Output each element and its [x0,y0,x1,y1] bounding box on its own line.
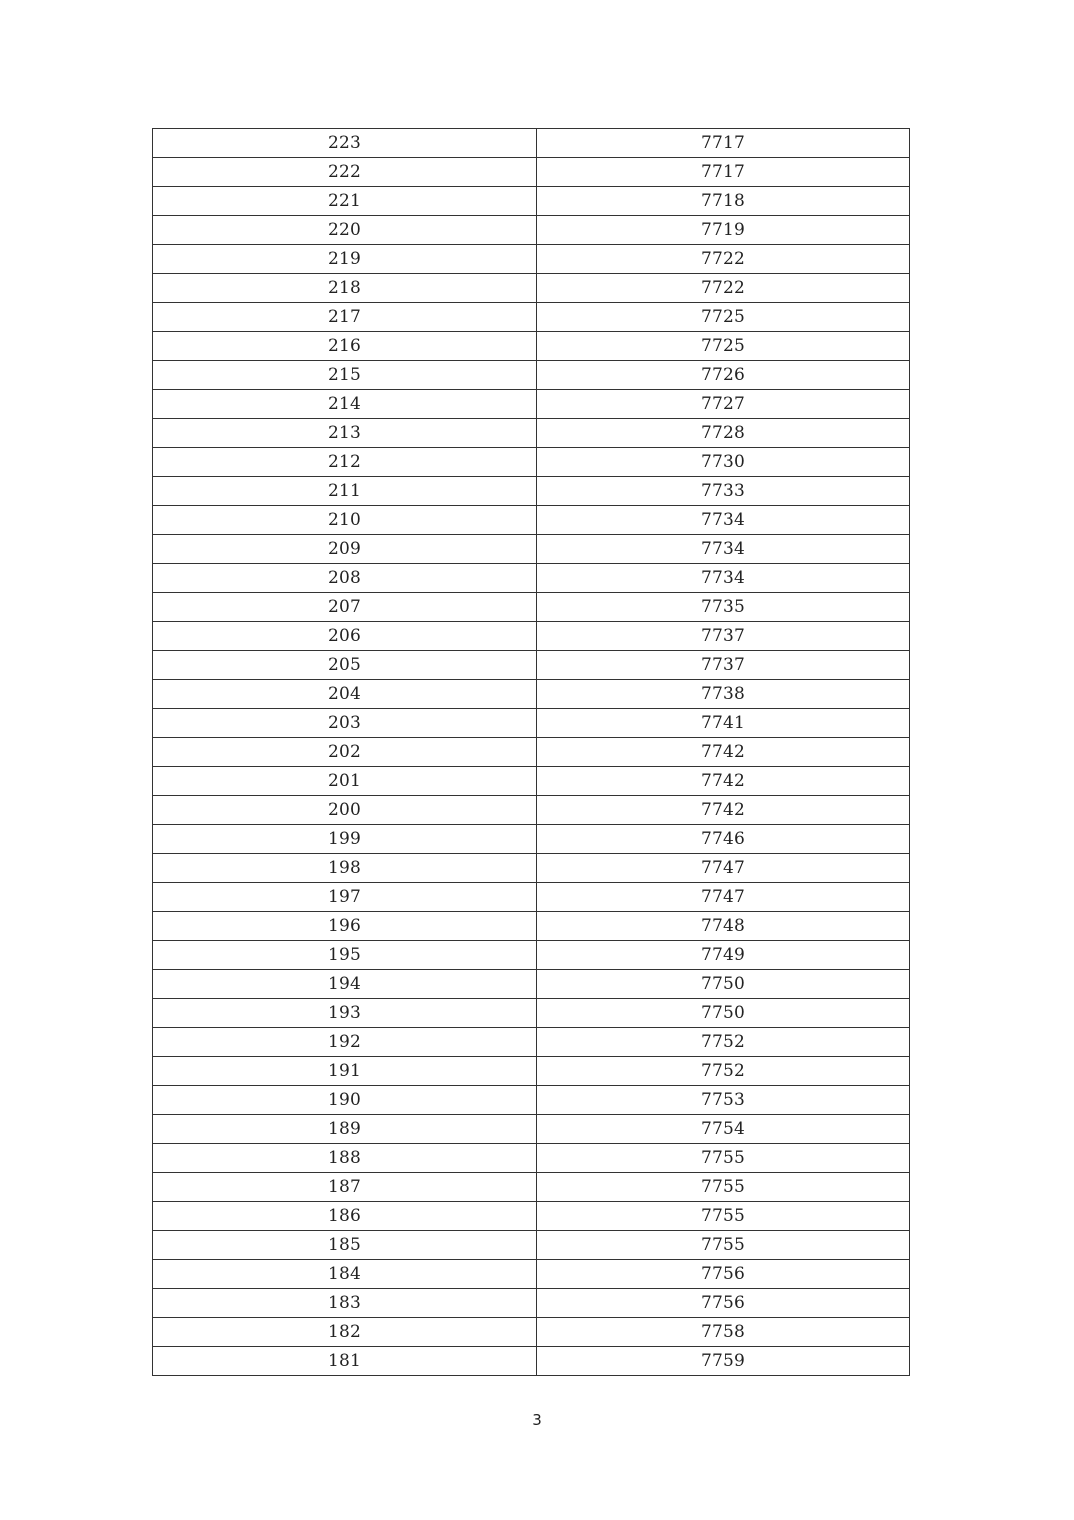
rank-cell: 7734 [537,564,910,593]
table-row [153,593,910,622]
score-cell: 214 [153,390,537,419]
table-row [153,796,910,825]
table-row [153,1144,910,1173]
table-row [153,506,910,535]
table-row [153,1057,910,1086]
table-row [153,651,910,680]
rank-cell: 7726 [537,361,910,390]
score-cell: 212 [153,448,537,477]
table-row [153,1086,910,1115]
rank-cell: 7756 [537,1289,910,1318]
table-row [153,1202,910,1231]
table-row [153,303,910,332]
table-row [153,999,910,1028]
rank-cell: 7750 [537,999,910,1028]
rank-cell: 7717 [537,158,910,187]
score-cell: 192 [153,1028,537,1057]
table-row [153,361,910,390]
rank-cell: 7738 [537,680,910,709]
rank-cell: 7752 [537,1028,910,1057]
score-cell: 202 [153,738,537,767]
rank-cell: 7734 [537,535,910,564]
rank-cell: 7748 [537,912,910,941]
rank-cell: 7752 [537,1057,910,1086]
table-row [153,912,910,941]
rank-cell: 7722 [537,245,910,274]
score-cell: 185 [153,1231,537,1260]
table-row [153,709,910,738]
table-row [153,564,910,593]
table-row [153,1289,910,1318]
score-cell: 198 [153,854,537,883]
score-cell: 197 [153,883,537,912]
score-cell: 191 [153,1057,537,1086]
score-cell: 203 [153,709,537,738]
score-cell: 184 [153,1260,537,1289]
score-cell: 204 [153,680,537,709]
table-row [153,1231,910,1260]
table-row [153,477,910,506]
score-cell: 196 [153,912,537,941]
rank-cell: 7718 [537,187,910,216]
score-cell: 205 [153,651,537,680]
rank-cell: 7734 [537,506,910,535]
table-row [153,767,910,796]
score-cell: 186 [153,1202,537,1231]
rank-cell: 7759 [537,1347,910,1376]
rank-cell: 7742 [537,796,910,825]
score-cell: 213 [153,419,537,448]
score-cell: 200 [153,796,537,825]
score-rank-table [152,128,910,1376]
score-cell: 210 [153,506,537,535]
score-cell: 220 [153,216,537,245]
table-row [153,680,910,709]
table-row [153,187,910,216]
table-row [153,535,910,564]
score-cell: 190 [153,1086,537,1115]
table-row [153,448,910,477]
rank-cell: 7725 [537,303,910,332]
score-cell: 193 [153,999,537,1028]
score-cell: 217 [153,303,537,332]
rank-cell: 7735 [537,593,910,622]
score-cell: 209 [153,535,537,564]
score-cell: 194 [153,970,537,999]
score-cell: 221 [153,187,537,216]
rank-cell: 7737 [537,622,910,651]
rank-cell: 7747 [537,854,910,883]
score-cell: 219 [153,245,537,274]
table-row [153,854,910,883]
rank-cell: 7730 [537,448,910,477]
table-row [153,1173,910,1202]
score-cell: 218 [153,274,537,303]
table-row [153,883,910,912]
score-cell: 216 [153,332,537,361]
rank-cell: 7750 [537,970,910,999]
rank-cell: 7755 [537,1202,910,1231]
rank-cell: 7756 [537,1260,910,1289]
rank-cell: 7742 [537,738,910,767]
table-row [153,158,910,187]
table-row [153,1318,910,1347]
rank-cell: 7755 [537,1173,910,1202]
table-row [153,1115,910,1144]
score-cell: 201 [153,767,537,796]
rank-cell: 7717 [537,129,910,158]
rank-cell: 7722 [537,274,910,303]
table-row [153,245,910,274]
score-cell: 199 [153,825,537,854]
score-cell: 206 [153,622,537,651]
table-row [153,825,910,854]
table-row [153,622,910,651]
rank-cell: 7755 [537,1144,910,1173]
table-row [153,274,910,303]
rank-cell: 7728 [537,419,910,448]
score-cell: 187 [153,1173,537,1202]
score-cell: 188 [153,1144,537,1173]
table-row [153,216,910,245]
table-row [153,941,910,970]
page-number: 3 [532,1411,542,1429]
rank-cell: 7755 [537,1231,910,1260]
rank-cell: 7758 [537,1318,910,1347]
rank-cell: 7749 [537,941,910,970]
score-cell: 207 [153,593,537,622]
table-row [153,419,910,448]
score-cell: 183 [153,1289,537,1318]
score-cell: 189 [153,1115,537,1144]
rank-cell: 7754 [537,1115,910,1144]
score-cell: 222 [153,158,537,187]
rank-cell: 7741 [537,709,910,738]
table-row [153,738,910,767]
table-row [153,390,910,419]
table-body [153,129,910,1376]
score-cell: 182 [153,1318,537,1347]
table-row [153,970,910,999]
score-cell: 223 [153,129,537,158]
score-cell: 208 [153,564,537,593]
score-cell: 211 [153,477,537,506]
score-cell: 195 [153,941,537,970]
table-row [153,1347,910,1376]
rank-cell: 7725 [537,332,910,361]
rank-cell: 7753 [537,1086,910,1115]
table-row [153,129,910,158]
rank-cell: 7719 [537,216,910,245]
table-row [153,1028,910,1057]
score-cell: 215 [153,361,537,390]
table-row [153,1260,910,1289]
rank-cell: 7747 [537,883,910,912]
rank-cell: 7733 [537,477,910,506]
table-row [153,332,910,361]
rank-cell: 7742 [537,767,910,796]
rank-cell: 7737 [537,651,910,680]
rank-cell: 7746 [537,825,910,854]
score-cell: 181 [153,1347,537,1376]
rank-cell: 7727 [537,390,910,419]
